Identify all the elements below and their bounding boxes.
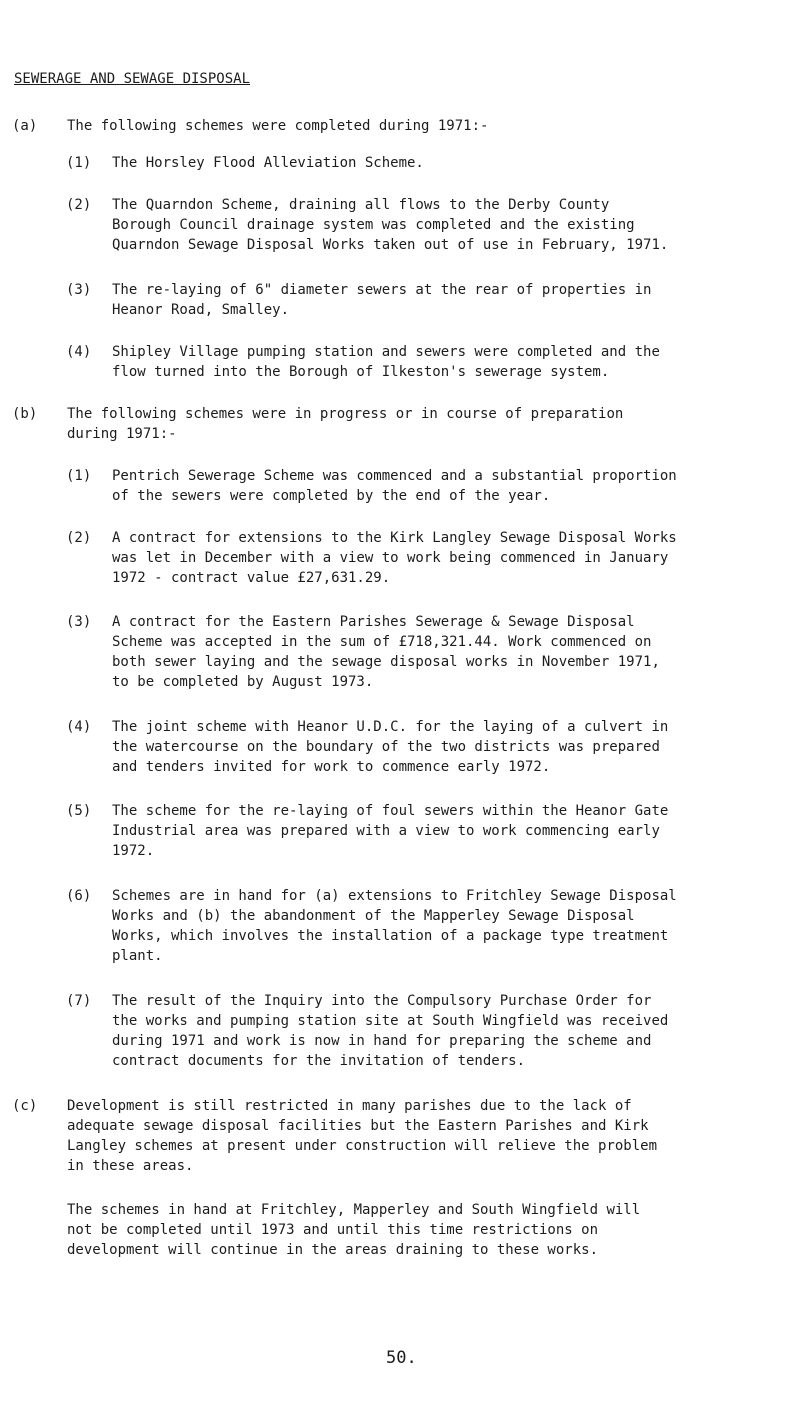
section-a-item-2-text: The Quarndon Scheme, draining all flows to the Derby County Borough Council drainage system was completed and the existing Quarndon Sewage Disposal Works taken out of use in February, 1971. — [112, 197, 669, 253]
section-b-item-6-number: (6) — [66, 888, 92, 904]
section-b-item-1-text: Pentrich Sewerage Scheme was commenced and a substantial proportion of the sewers were completed by the end of the year. — [112, 468, 677, 504]
section-b-item-5-number: (5) — [66, 803, 92, 819]
section-b-item-1-number: (1) — [66, 468, 92, 484]
section-b-item-7-number: (7) — [66, 993, 92, 1009]
section-b-label: (b) — [12, 406, 38, 422]
closing-note: The schemes in hand at Fritchley, Mapperley and South Wingfield will not be completed until 1973 and until this time restrictions on development will continue in the areas draining to these works. — [67, 1202, 641, 1258]
section-b-item-3-number: (3) — [66, 614, 92, 630]
section-a-item-3-number: (3) — [66, 282, 92, 298]
section-b-item-2-number: (2) — [66, 530, 92, 546]
section-b-item-4-text: The joint scheme with Heanor U.D.C. for the laying of a culvert in the watercourse on the boundary of the two districts was prepared and tenders invited for work to commence early 1972. — [112, 719, 669, 775]
section-b-item-2-text: A contract for extensions to the Kirk Langley Sewage Disposal Works was let in December with a view to work being commenced in January 1972 - contract value £27,631.29. — [112, 530, 677, 586]
section-a-intro: The following schemes were completed during 1971:- — [67, 118, 489, 134]
section-a-item-1-text: The Horsley Flood Alleviation Scheme. — [112, 155, 424, 171]
section-a-item-4-number: (4) — [66, 344, 92, 360]
section-a-item-3-text: The re-laying of 6" diameter sewers at the rear of properties in Heanor Road, Smalley. — [112, 282, 652, 318]
section-c-intro: Development is still restricted in many parishes due to the lack of adequate sewage disposal facilities but the Eastern Parishes and Kirk Langley schemes at present under construction will relieve the problem in these areas. — [67, 1098, 658, 1174]
section-a-item-4-text: Shipley Village pumping station and sewers were completed and the flow turned into the Borough of Ilkeston's sewerage system. — [112, 344, 660, 380]
page-number: 50. — [386, 1348, 417, 1368]
section-b-intro: The following schemes were in progress or in course of preparation during 1971:- — [67, 406, 624, 442]
section-b-item-3-text: A contract for the Eastern Parishes Sewerage & Sewage Disposal Scheme was accepted in the sum of £718,321.44. Work commenced on both sewer laying and the sewage disposal works in November 1971, to be completed by August 1973. — [112, 614, 660, 690]
section-b-item-5-text: The scheme for the re-laying of foul sewers within the Heanor Gate Industrial area was prepared with a view to work commencing early 1972. — [112, 803, 669, 859]
section-a-item-2-number: (2) — [66, 197, 92, 213]
section-a-label: (a) — [12, 118, 38, 134]
section-b-item-7-text: The result of the Inquiry into the Compulsory Purchase Order for the works and pumping station site at South Wingfield was received during 1971 and work is now in hand for preparing the scheme and contract documents for the invitation of tenders. — [112, 993, 669, 1069]
page-title: SEWERAGE AND SEWAGE DISPOSAL — [14, 71, 251, 87]
section-b-item-4-number: (4) — [66, 719, 92, 735]
section-b-item-6-text: Schemes are in hand for (a) extensions to Fritchley Sewage Disposal Works and (b) the abandonment of the Mapperley Sewage Disposal Works, which involves the installation of a package type treatment plant. — [112, 888, 677, 964]
section-a-item-1-number: (1) — [66, 155, 92, 171]
section-c-label: (c) — [12, 1098, 38, 1114]
